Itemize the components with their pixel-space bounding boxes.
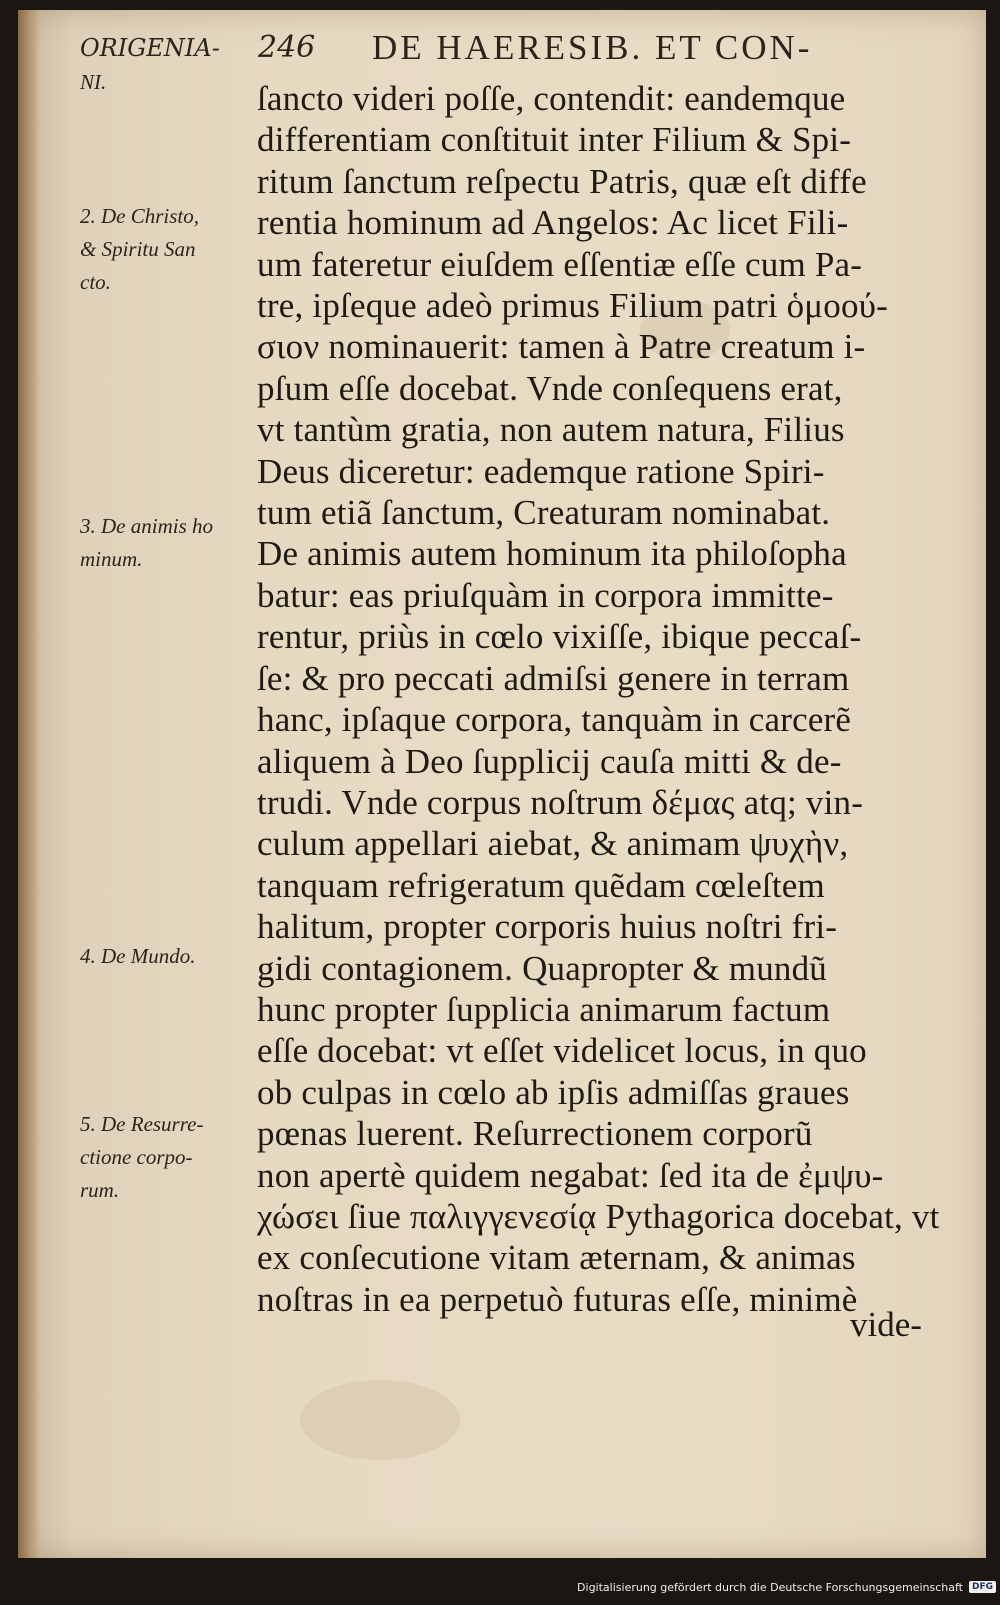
text-line: um fateretur eiuſdem eſſentiæ eſſe cum Pa- [257, 244, 863, 284]
text-line: aliquem à Deo ſupplicij cauſa mitti & de- [257, 741, 842, 781]
text-line: noſtras in ea perpetuò futuras eſſe, minimè [257, 1279, 858, 1319]
text-line: tanquam refrigeratum quẽdam cœleſtem [257, 865, 825, 905]
sidenote-line: NI. [80, 70, 107, 94]
dfg-logo: DFG [969, 1581, 996, 1593]
page-gutter-shadow [18, 10, 40, 1558]
text-line: halitum, propter corporis huius noſtri fri- [257, 907, 838, 947]
text-line: hunc propter ſupplicia animarum factum [257, 989, 831, 1029]
text-line: De animis autem hominum ita philoſopha [257, 534, 847, 574]
sidenote-line: cto. [80, 270, 111, 294]
sidenote-line: rum. [80, 1178, 120, 1202]
text-line: differentiam conſtituit inter Filium & Spi- [257, 120, 852, 160]
page-number: 246 [258, 30, 316, 65]
text-line: ex conſecutione vitam æternam, & animas [257, 1238, 856, 1278]
text-line: ſe: & pro peccati admiſsi genere in terram [257, 658, 850, 698]
text-line: culum appellari aiebat, & animam ψυχὴν, [257, 824, 849, 864]
text-line: hanc, ipſaque corpora, tanquàm in carcerẽ [257, 700, 852, 740]
text-line: eſſe docebat: vt eſſet videlicet locus, in quo [257, 1031, 867, 1071]
sidenote-line: 5. De Resurre- [80, 1112, 204, 1136]
text-line: rentur, priùs in cœlo vixiſſe, ibique peccaſ- [257, 617, 862, 657]
text-line: σιον nominauerit: tamen à Patre creatum i- [257, 327, 866, 367]
sidenote-de-animis [80, 510, 260, 576]
sidenote-line: ctione corpo- [80, 1145, 193, 1169]
text-line: Deus diceretur: eademque ratione Spiri- [257, 451, 825, 491]
sidenote-origeniani [80, 66, 260, 99]
text-line: ritum ſanctum reſpectu Patris, quæ eſt diffe [257, 161, 867, 201]
text-line: trudi. Vnde corpus noſtrum δέμας atq; vin- [257, 782, 864, 822]
footer-credit: Digitalisierung gefördert durch die Deutsche Forschungsgemeinschaft [577, 1580, 963, 1594]
sidenote-de-mundo [80, 940, 260, 973]
text-line: batur: eas priuſquàm in corpora immitte- [257, 575, 834, 615]
digitization-footer [560, 1575, 996, 1599]
text-line: rentia hominum ad Angelos: Ac licet Fili- [257, 203, 849, 243]
running-head-left: ORIGENIA- [80, 34, 220, 62]
text-line: pſum eſſe docebat. Vnde conſequens erat, [257, 368, 843, 408]
text-line: ſancto videri poſſe, contendit: eandemque [257, 79, 846, 118]
sidenote-line: minum. [80, 547, 143, 571]
catchword: vide- [850, 1305, 922, 1344]
text-line: χώσει ſiue παλιγγενεσίᾳ Pythagorica docebat, vt [257, 1196, 940, 1236]
paper-stain [300, 1380, 460, 1460]
text-line: tre, ipſeque adeò primus Filium patri ὁμοού- [257, 286, 889, 326]
text-line: tum etiã ſanctum, Creaturam nominabat. [257, 493, 831, 533]
sidenote-line: & Spiritu San [80, 237, 196, 261]
running-head-title: DE HAERESIB. ET CON- [372, 28, 813, 67]
sidenote-line: 3. De animis ho [80, 514, 213, 538]
main-text-block [257, 78, 947, 1320]
text-line: ob culpas in cœlo ab ipſis admiſſas graues [257, 1072, 850, 1112]
text-line: pœnas luerent. Reſurrectionem corporũ [257, 1114, 813, 1154]
text-line: gidi contagionem. Quapropter & mundũ [257, 948, 828, 988]
text-line: vt tantùm gratia, non autem natura, Filius [257, 410, 845, 450]
sidenote-de-christo [80, 200, 260, 299]
sidenote-de-resurrectione [80, 1108, 260, 1207]
text-line: non apertè quidem negabat: ſed ita de ἐμψυ- [257, 1155, 884, 1195]
sidenote-line: 2. De Christo, [80, 204, 200, 228]
sidenote-line: 4. De Mundo. [80, 944, 196, 968]
